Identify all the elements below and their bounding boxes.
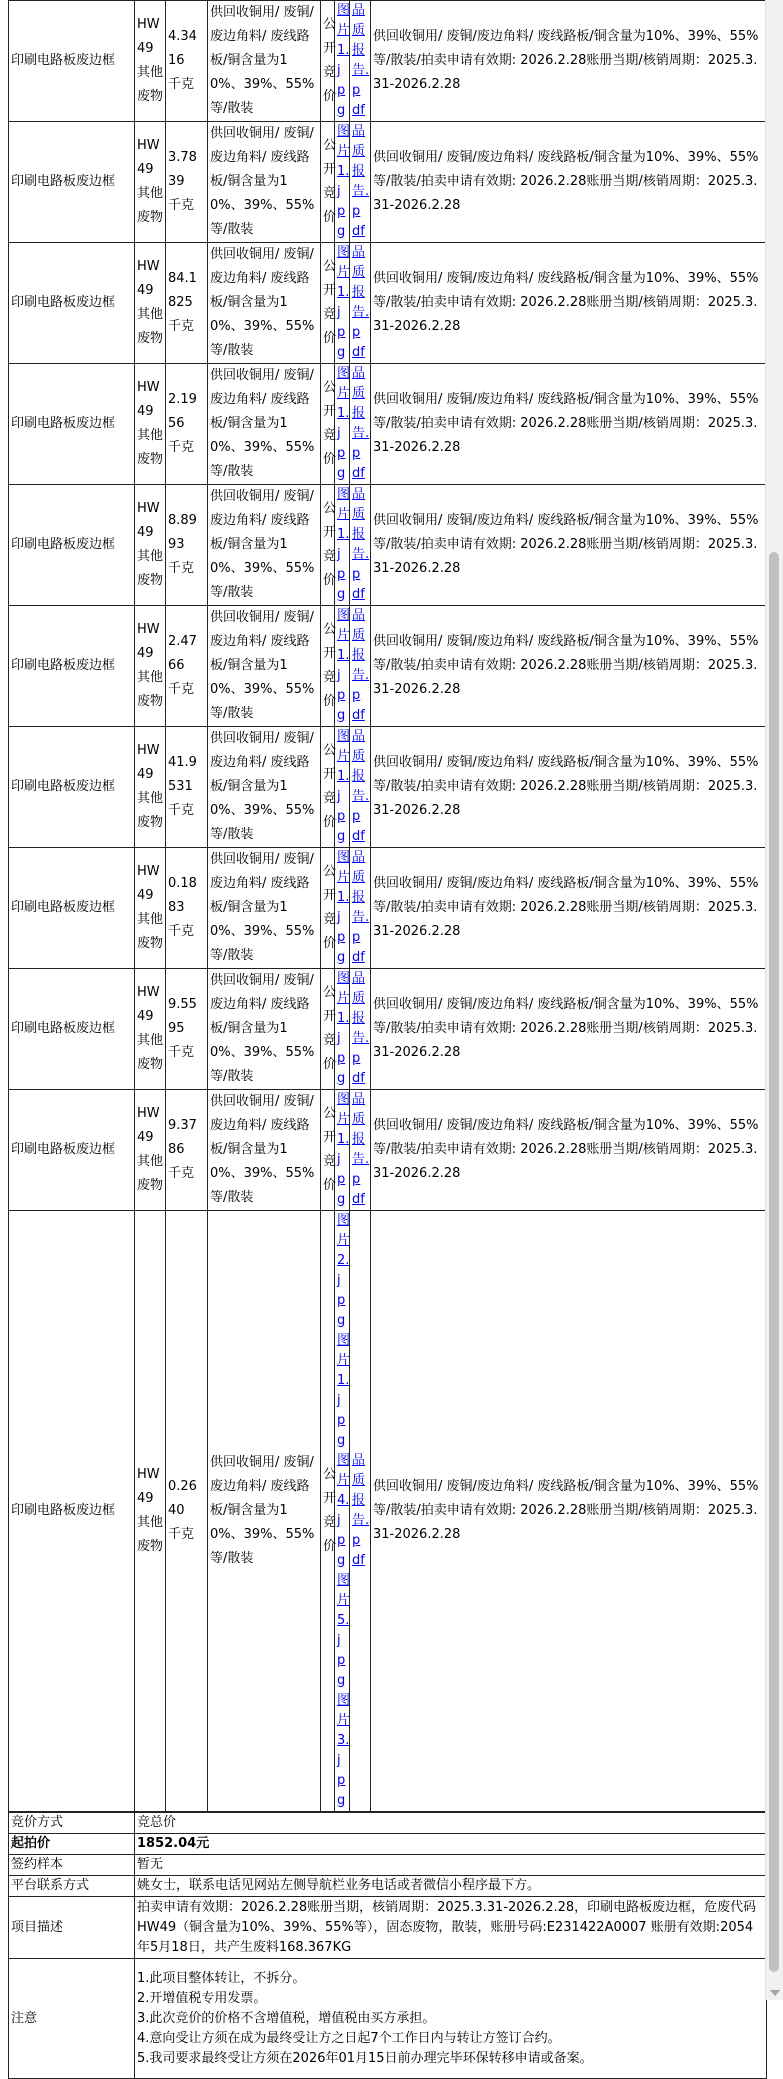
lot-category-line: 其他 <box>137 307 164 322</box>
lot-bid-method: 公开竞价 <box>321 848 335 969</box>
lot-bid-method: 公开竞价 <box>321 606 335 727</box>
lot-category-line: 废物 <box>137 1178 164 1193</box>
image-link[interactable]: 图片1.jpg <box>337 971 351 1086</box>
lot-quantity-line: 千克 <box>168 924 195 939</box>
lot-remark: 供回收铜用/ 废铜/废边角料/ 废线路板/铜含量为10%、39%、55%等/散装/拍卖申请有效期: 2026.2.28账册当期/核销周期：2025.3.31-2026.2.28 <box>371 1090 767 1211</box>
lot-report-link-cell <box>350 606 371 727</box>
lot-quantity-line: 千克 <box>168 1527 195 1542</box>
lot-quantity-line: 千克 <box>168 561 195 576</box>
lot-description: 供回收铜用/ 废铜/废边角料/ 废线路板/铜含量为10%、39%、55%等/散装 <box>208 1211 321 1812</box>
lot-quantity <box>166 1 208 122</box>
lot-category-line: 废物 <box>137 331 164 346</box>
start-price-label: 起拍价 <box>9 1834 135 1855</box>
quality-report-link[interactable]: 品质报告.pdf <box>352 487 370 602</box>
contact-row <box>9 1876 767 1897</box>
vertical-scrollbar[interactable] <box>765 0 783 2000</box>
contract-sample-value: 暂无 <box>135 1855 767 1876</box>
lot-remark: 供回收铜用/ 废铜/废边角料/ 废线路板/铜含量为10%、39%、55%等/散装/拍卖申请有效期: 2026.2.28账册当期/核销周期：2025.3.31-2026.2.28 <box>371 1211 767 1812</box>
lot-remark: 供回收铜用/ 废铜/废边角料/ 废线路板/铜含量为10%、39%、55%等/散装/拍卖申请有效期: 2026.2.28账册当期/核销周期：2025.3.31-2026.2.28 <box>371 606 767 727</box>
lot-category-line: 废物 <box>137 1539 164 1554</box>
lot-category-line: 废物 <box>137 210 164 225</box>
lot-description: 供回收铜用/ 废铜/废边角料/ 废线路板/铜含量为10%、39%、55%等/散装 <box>208 727 321 848</box>
lot-category <box>135 606 166 727</box>
lot-quantity-line: 4.3416 <box>168 29 197 68</box>
scroll-down-arrow-icon[interactable] <box>770 1990 780 1996</box>
lot-name: 印刷电路板废边框 <box>9 848 135 969</box>
lot-quantity-line: 9.3786 <box>168 1118 197 1157</box>
lot-table-body <box>9 1 767 1812</box>
lot-row <box>9 243 767 364</box>
lot-image-links <box>335 969 350 1090</box>
lot-quantity <box>166 848 208 969</box>
lot-category-line: HW49 <box>137 138 160 177</box>
lot-remark: 供回收铜用/ 废铜/废边角料/ 废线路板/铜含量为10%、39%、55%等/散装/拍卖申请有效期: 2026.2.28账册当期/核销周期：2025.3.31-2026.2.28 <box>371 969 767 1090</box>
lot-row <box>9 727 767 848</box>
lot-category-line: HW49 <box>137 622 160 661</box>
lot-category-line: 废物 <box>137 936 164 951</box>
lot-remark: 供回收铜用/ 废铜/废边角料/ 废线路板/铜含量为10%、39%、55%等/散装/拍卖申请有效期: 2026.2.28账册当期/核销周期：2025.3.31-2026.2.28 <box>371 243 767 364</box>
lot-image-links <box>335 727 350 848</box>
contact-label: 平台联系方式 <box>9 1876 135 1897</box>
lot-description: 供回收铜用/ 废铜/废边角料/ 废线路板/铜含量为10%、39%、55%等/散装 <box>208 606 321 727</box>
lot-name: 印刷电路板废边框 <box>9 1 135 122</box>
lot-report-link-cell <box>350 485 371 606</box>
lot-quantity-line: 千克 <box>168 198 195 213</box>
note-line: 5.我司要求最终受让方须在2026年01月15日前办理完毕环保转移申请或备案。 <box>137 2050 593 2066</box>
lot-row <box>9 485 767 606</box>
image-link[interactable]: 图片1.jpg <box>337 1333 351 1448</box>
lot-bid-method: 公开竞价 <box>321 1211 335 1812</box>
lot-bid-method: 公开竞价 <box>321 122 335 243</box>
image-link[interactable]: 图片2.jpg <box>337 1213 351 1328</box>
lot-category <box>135 122 166 243</box>
lot-report-link-cell <box>350 122 371 243</box>
project-desc-value: 拍卖申请有效期：2026.2.28账册当期，核销周期：2025.3.31-2026.2.28，印刷电路板废边框，危废代码 HW49（铜含量为10%、39%、55%等），固态废物，散装，账册号码:E231422A0007 账册有效期:2054年5月18日，共产生废料168.367KG <box>135 1897 767 1959</box>
lot-row <box>9 848 767 969</box>
lot-bid-method: 公开竞价 <box>321 485 335 606</box>
lot-category <box>135 1090 166 1211</box>
lot-row <box>9 969 767 1090</box>
lot-row <box>9 606 767 727</box>
lot-remark: 供回收铜用/ 废铜/废边角料/ 废线路板/铜含量为10%、39%、55%等/散装/拍卖申请有效期: 2026.2.28账册当期/核销周期：2025.3.31-2026.2.28 <box>371 122 767 243</box>
lot-remark: 供回收铜用/ 废铜/废边角料/ 废线路板/铜含量为10%、39%、55%等/散装/拍卖申请有效期: 2026.2.28账册当期/核销周期：2025.3.31-2026.2.28 <box>371 485 767 606</box>
start-price-value: 1852.04元 <box>135 1834 767 1855</box>
lot-row <box>9 1090 767 1211</box>
lot-category-line: 废物 <box>137 1057 164 1072</box>
lot-category-line: HW49 <box>137 259 160 298</box>
contact-value: 姚女士，联系电话见网站左侧导航栏业务电话或者微信小程序最下方。 <box>135 1876 767 1897</box>
lot-description: 供回收铜用/ 废铜/废边角料/ 废线路板/铜含量为10%、39%、55%等/散装 <box>208 243 321 364</box>
lot-category-line: 废物 <box>137 815 164 830</box>
lot-category-line: HW49 <box>137 1106 160 1145</box>
bid-method-label: 竞价方式 <box>9 1813 135 1834</box>
lot-report-link-cell <box>350 1090 371 1211</box>
lot-category <box>135 1 166 122</box>
lot-category-line: 其他 <box>137 549 164 564</box>
image-link[interactable]: 图片1.jpg <box>337 124 351 239</box>
lot-bid-method: 公开竞价 <box>321 364 335 485</box>
lot-bid-method: 公开竞价 <box>321 243 335 364</box>
lot-row <box>9 1 767 122</box>
lot-category-line: 废物 <box>137 452 164 467</box>
lot-image-links <box>335 848 350 969</box>
lot-description: 供回收铜用/ 废铜/废边角料/ 废线路板/铜含量为10%、39%、55%等/散装 <box>208 364 321 485</box>
start-price-row <box>9 1834 767 1855</box>
lot-quantity-line: 8.8993 <box>168 513 197 552</box>
image-link[interactable]: 图片1.jpg <box>337 366 351 481</box>
lot-bid-method: 公开竞价 <box>321 727 335 848</box>
lot-quantity-line: 千克 <box>168 682 195 697</box>
lot-report-link-cell <box>350 969 371 1090</box>
lot-bid-method: 公开竞价 <box>321 1 335 122</box>
lot-image-links <box>335 122 350 243</box>
lot-quantity-line: 千克 <box>168 77 195 92</box>
bid-method-value: 竞总价 <box>135 1813 767 1834</box>
lot-remark: 供回收铜用/ 废铜/废边角料/ 废线路板/铜含量为10%、39%、55%等/散装/拍卖申请有效期: 2026.2.28账册当期/核销周期：2025.3.31-2026.2.28 <box>371 1 767 122</box>
scrollbar-thumb[interactable] <box>769 552 779 1972</box>
lot-image-links <box>335 606 350 727</box>
lot-name: 印刷电路板废边框 <box>9 485 135 606</box>
quality-report-link[interactable]: 品质报告.pdf <box>352 608 370 723</box>
lot-description: 供回收铜用/ 废铜/废边角料/ 废线路板/铜含量为10%、39%、55%等/散装 <box>208 969 321 1090</box>
lot-category-line: 废物 <box>137 89 164 104</box>
project-desc-label: 项目描述 <box>9 1897 135 1959</box>
lot-row <box>9 122 767 243</box>
lot-quantity-line: 0.2640 <box>168 1479 197 1518</box>
lot-description: 供回收铜用/ 废铜/废边角料/ 废线路板/铜含量为10%、39%、55%等/散装 <box>208 1090 321 1211</box>
lot-category-line: 其他 <box>137 791 164 806</box>
lot-bid-method: 公开竞价 <box>321 969 335 1090</box>
quality-report-link[interactable]: 品质报告.pdf <box>352 850 370 965</box>
lot-description: 供回收铜用/ 废铜/废边角料/ 废线路板/铜含量为10%、39%、55%等/散装 <box>208 485 321 606</box>
lot-remark: 供回收铜用/ 废铜/废边角料/ 废线路板/铜含量为10%、39%、55%等/散装/拍卖申请有效期: 2026.2.28账册当期/核销周期：2025.3.31-2026.2.28 <box>371 364 767 485</box>
lot-report-link-cell <box>350 1211 371 1812</box>
lot-name: 印刷电路板废边框 <box>9 1090 135 1211</box>
lot-name: 印刷电路板废边框 <box>9 1211 135 1812</box>
lot-description: 供回收铜用/ 废铜/废边角料/ 废线路板/铜含量为10%、39%、55%等/散装 <box>208 848 321 969</box>
lot-report-link-cell <box>350 243 371 364</box>
lot-name: 印刷电路板废边框 <box>9 122 135 243</box>
lot-quantity-line: 千克 <box>168 319 195 334</box>
lot-quantity <box>166 969 208 1090</box>
lot-quantity-line: 千克 <box>168 1166 195 1181</box>
lot-category-line: HW49 <box>137 501 160 540</box>
lot-quantity <box>166 727 208 848</box>
quality-report-link[interactable]: 品质报告.pdf <box>352 971 370 1086</box>
image-link[interactable]: 图片5.jpg <box>337 1573 351 1688</box>
lot-category <box>135 727 166 848</box>
quality-report-link[interactable]: 品质报告.pdf <box>352 124 370 239</box>
lot-quantity-line: 3.7839 <box>168 150 197 189</box>
lot-image-links <box>335 485 350 606</box>
lot-category-line: 其他 <box>137 1033 164 1048</box>
lot-quantity <box>166 364 208 485</box>
lot-quantity-line: 2.4766 <box>168 634 197 673</box>
lot-bid-method: 公开竞价 <box>321 1090 335 1211</box>
lot-category-line: HW49 <box>137 985 160 1024</box>
quality-report-link[interactable]: 品质报告.pdf <box>352 1092 370 1207</box>
bid-method-row <box>9 1813 767 1834</box>
lot-quantity-line: 千克 <box>168 803 195 818</box>
lot-quantity <box>166 1090 208 1211</box>
lot-category-line: 其他 <box>137 1154 164 1169</box>
image-link[interactable]: 图片3.jpg <box>337 1693 351 1808</box>
lot-name: 印刷电路板废边框 <box>9 727 135 848</box>
lot-image-links <box>335 364 350 485</box>
lot-image-links <box>335 1090 350 1211</box>
lot-quantity-line: 千克 <box>168 440 195 455</box>
lot-name: 印刷电路板废边框 <box>9 969 135 1090</box>
quality-report-link[interactable]: 品质报告.pdf <box>352 1453 370 1568</box>
lot-category <box>135 848 166 969</box>
lot-category <box>135 364 166 485</box>
lot-category-line: 其他 <box>137 912 164 927</box>
image-link[interactable]: 图片1.jpg <box>337 487 351 602</box>
notes-row <box>9 1959 767 2079</box>
lot-category <box>135 969 166 1090</box>
contract-sample-row <box>9 1855 767 1876</box>
image-link[interactable]: 图片4.jpg <box>337 1453 351 1568</box>
image-link[interactable]: 图片1.jpg <box>337 245 351 360</box>
lot-quantity-line: 84.1825 <box>168 271 197 310</box>
lot-category-line: 其他 <box>137 670 164 685</box>
lot-quantity <box>166 1211 208 1812</box>
image-link[interactable]: 图片1.jpg <box>337 729 351 844</box>
lot-name: 印刷电路板废边框 <box>9 364 135 485</box>
lot-row <box>9 1211 767 1812</box>
lot-name: 印刷电路板废边框 <box>9 243 135 364</box>
lot-category-line: 废物 <box>137 573 164 588</box>
lot-image-links <box>335 1 350 122</box>
image-link[interactable]: 图片1.jpg <box>337 850 351 965</box>
lot-description: 供回收铜用/ 废铜/废边角料/ 废线路板/铜含量为10%、39%、55%等/散装 <box>208 1 321 122</box>
lot-report-link-cell <box>350 727 371 848</box>
lot-quantity-line: 41.9531 <box>168 755 197 794</box>
image-link[interactable]: 图片1.jpg <box>337 1092 351 1207</box>
notes-value <box>135 1959 767 2079</box>
auction-info-table <box>8 1812 767 2079</box>
lot-category-line: HW49 <box>137 1467 160 1506</box>
project-desc-row <box>9 1897 767 1959</box>
lot-remark: 供回收铜用/ 废铜/废边角料/ 废线路板/铜含量为10%、39%、55%等/散装/拍卖申请有效期: 2026.2.28账册当期/核销周期：2025.3.31-2026.2.28 <box>371 727 767 848</box>
note-line: 4.意向受让方须在成为最终受让方之日起7个工作日内与转让方签订合约。 <box>137 2030 561 2046</box>
lot-category <box>135 485 166 606</box>
lot-category-line: HW49 <box>137 17 160 56</box>
lot-category-line: HW49 <box>137 380 160 419</box>
note-line: 2.开增值税专用发票。 <box>137 1990 267 2006</box>
lot-category <box>135 1211 166 1812</box>
lot-description: 供回收铜用/ 废铜/废边角料/ 废线路板/铜含量为10%、39%、55%等/散装 <box>208 122 321 243</box>
lot-quantity <box>166 122 208 243</box>
lot-name: 印刷电路板废边框 <box>9 606 135 727</box>
quality-report-link[interactable]: 品质报告.pdf <box>352 729 370 844</box>
lot-row <box>9 364 767 485</box>
lot-quantity-line: 0.1883 <box>168 876 197 915</box>
lot-category <box>135 243 166 364</box>
notes-label: 注意 <box>9 1959 135 2079</box>
lot-report-link-cell <box>350 1 371 122</box>
lot-category-line: 其他 <box>137 428 164 443</box>
lot-image-links <box>335 243 350 364</box>
lot-report-link-cell <box>350 848 371 969</box>
quality-report-link[interactable]: 品质报告.pdf <box>352 366 370 481</box>
lot-category-line: 其他 <box>137 1515 164 1530</box>
lot-remark: 供回收铜用/ 废铜/废边角料/ 废线路板/铜含量为10%、39%、55%等/散装/拍卖申请有效期: 2026.2.28账册当期/核销周期：2025.3.31-2026.2.28 <box>371 848 767 969</box>
lot-quantity-line: 千克 <box>168 1045 195 1060</box>
lot-report-link-cell <box>350 364 371 485</box>
lot-category-line: 其他 <box>137 65 164 80</box>
note-line: 3.此次竞价的价格不含增值税，增值税由买方承担。 <box>137 2010 436 2026</box>
lot-quantity <box>166 485 208 606</box>
lot-image-links <box>335 1211 350 1812</box>
image-link[interactable]: 图片1.jpg <box>337 3 351 118</box>
quality-report-link[interactable]: 品质报告.pdf <box>352 245 370 360</box>
contract-sample-label: 签约样本 <box>9 1855 135 1876</box>
quality-report-link[interactable]: 品质报告.pdf <box>352 3 370 118</box>
lot-category-line: HW49 <box>137 864 160 903</box>
lot-category-line: 废物 <box>137 694 164 709</box>
note-line: 1.此项目整体转让，不拆分。 <box>137 1970 306 1986</box>
lot-quantity-line: 2.1956 <box>168 392 197 431</box>
lot-category-line: HW49 <box>137 743 160 782</box>
lot-table <box>8 0 767 1812</box>
lot-quantity <box>166 243 208 364</box>
image-link[interactable]: 图片1.jpg <box>337 608 351 723</box>
lot-quantity-line: 9.5595 <box>168 997 197 1036</box>
lot-quantity <box>166 606 208 727</box>
lot-category-line: 其他 <box>137 186 164 201</box>
